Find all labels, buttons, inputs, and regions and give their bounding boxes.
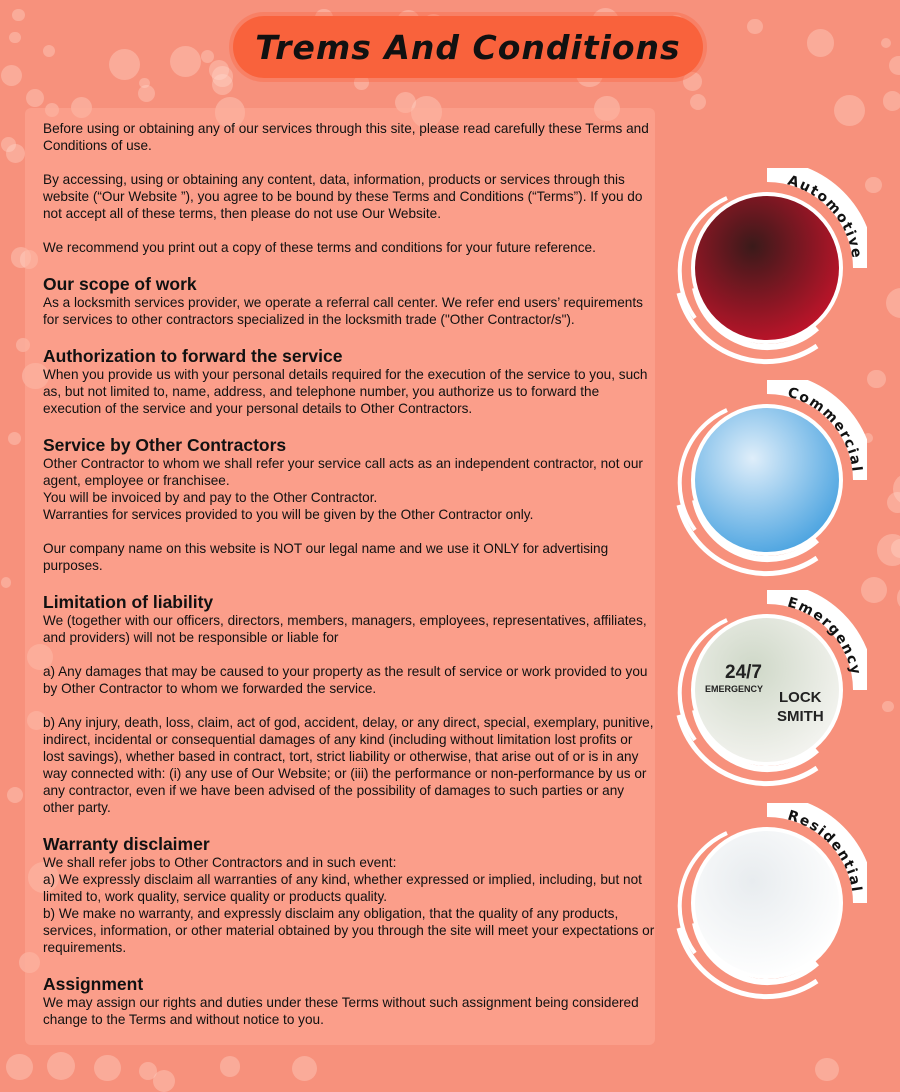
bokeh-dot [834,95,865,126]
bokeh-dot [1,577,12,588]
bokeh-dot [170,46,201,77]
service-emergency [667,590,867,790]
intro-paragraph: Before using or obtaining any of our services through this site, please read carefully these Terms and Conditions of use. [43,121,649,153]
house-in-hand-photo [695,831,839,975]
bokeh-dot [139,78,150,89]
bokeh-dot [883,91,900,110]
car-key-photo [695,196,839,340]
bokeh-dot [867,370,886,389]
bokeh-dot [889,56,900,76]
service-label: Automotive [785,172,865,261]
bokeh-dot [815,1058,838,1081]
bokeh-dot [881,38,891,48]
bokeh-dot [109,49,140,80]
bokeh-dot [807,29,834,56]
section-heading: Our scope of work [43,274,197,294]
svg-text:EMERGENCY: EMERGENCY [705,684,764,694]
section-paragraph: You will be invoiced by and pay to the Other Contractor. [43,490,378,505]
office-building-photo [695,408,839,552]
bokeh-dot [690,94,706,110]
section-paragraph: Warranties for services provided to you will be given by the Other Contractor only. [43,507,534,522]
bokeh-dot [94,1055,120,1081]
bokeh-dot [212,66,232,86]
bokeh-dot [6,1054,32,1080]
service-label: Commercial [785,384,865,474]
section-heading: Limitation of liability [43,592,214,612]
section-heading: Authorization to forward the service [43,346,343,366]
intro-paragraph: By accessing, using or obtaining any content, data, information, products or services through this website (“Our Website ”), you agree to be bound by these Terms and Conditions (“Terms”). If you do not accept all of these terms, then please do not use Our Website. [43,172,643,221]
intro-paragraph: We recommend you print out a copy of these terms and conditions for your future reference. [43,240,596,255]
service-commercial [667,380,867,580]
service-residential [667,803,867,1003]
service-label: Residential [785,807,865,895]
section-paragraph: a) We expressly disclaim all warranties of any kind, whether expressed or implied, including, but not limited to, work quality, service quality or products quality. [43,872,642,904]
bokeh-dot [201,50,214,63]
section-paragraph: When you provide us with your personal details required for the execution of the service to you, such as, but not limited to, name, address, and telephone number, you authorize us to forward the execution of the service and your personal details to Other Contractors. [43,367,648,416]
section-paragraph: b) Any injury, death, loss, claim, act of god, accident, delay, or any direct, special, exemplary, punitive, indirect, incidental or consequential damages of any kind (including without limitation lost profits or lost savings), whether based in contract, tort, strict liability or otherwise, that arise out of or is in any way connected with: (i) any use of Our Website; or (iii) the performance or non-performance by us or any contractor, even if we have been advised of the possibility of damages to such parties or any other party. [43,715,654,815]
bokeh-dot [7,787,23,803]
bokeh-dot [882,701,894,713]
bokeh-dot [897,585,900,610]
section-paragraph: We shall refer jobs to Other Contractors and in such event: [43,855,397,870]
section-paragraph: b) We make no warranty, and expressly disclaim any obligation, that the quality of any products, services, information, or other material obtained by you through the site will meet your expectations or requirements. [43,906,655,955]
svg-text:24/7: 24/7 [725,662,762,683]
bokeh-dot [9,32,21,44]
bokeh-dot [292,1056,317,1081]
section-paragraph: We may assign our rights and duties under these Terms without such assignment being considered change to the Terms and without notice to you. [43,995,639,1027]
section-paragraph: Our company name on this website is NOT our legal name and we use it ONLY for advertising purposes. [43,541,609,573]
bokeh-dot [865,177,882,194]
service-automotive [667,168,867,368]
bokeh-dot [139,1062,157,1080]
section-paragraph: We (together with our officers, directors, members, managers, employees, representatives, affiliates, and providers) will not be responsible or liable for [43,613,647,645]
title-banner [233,16,703,78]
bokeh-dot [26,89,44,107]
service-label: Emergency [785,594,864,678]
section-heading: Assignment [43,974,144,994]
section-paragraph: Other Contractor to whom we shall refer your service call acts as an independent contractor, not our agent, employee or franchisee. [43,456,643,488]
svg-text:LOCK: LOCK [779,689,822,706]
bokeh-dot [47,1052,75,1080]
bokeh-dot [886,288,900,318]
bokeh-dot [747,19,762,34]
bokeh-dot [12,9,24,21]
section-heading: Service by Other Contractors [43,435,287,455]
section-paragraph: As a locksmith services provider, we operate a referral call center. We refer end users’ requirements for services to other contractors specialized in the locksmith trade ("Other Contractor/s"). [43,295,643,327]
terms-content [43,120,655,1028]
bokeh-dot [6,144,25,163]
bokeh-dot [8,432,22,446]
page-title: Trems And Conditions [255,27,681,67]
svg-text:SMITH: SMITH [777,708,824,725]
section-paragraph: a) Any damages that may be caused to your property as the result of service or work provided to you by Other Contractor to whom we forwarded the service. [43,664,648,696]
bokeh-dot [1,65,22,86]
section-heading: Warranty disclaimer [43,834,210,854]
bokeh-dot [43,45,55,57]
